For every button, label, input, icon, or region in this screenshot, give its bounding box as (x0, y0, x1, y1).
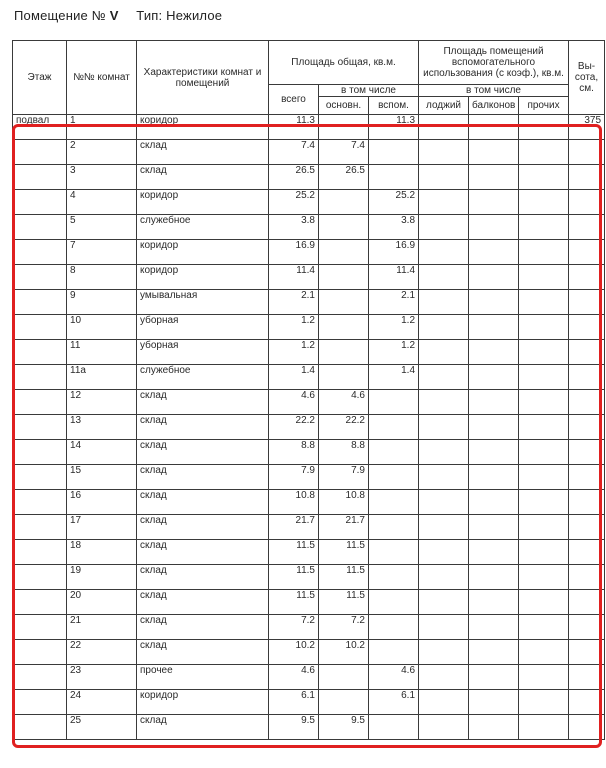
cell-other (519, 565, 569, 590)
cell-loggias (419, 290, 469, 315)
cell-height (569, 465, 605, 490)
cell-height (569, 390, 605, 415)
cell-height (569, 365, 605, 390)
cell-main-area: 11.5 (319, 540, 369, 565)
cell-main-area (319, 190, 369, 215)
table-row (13, 115, 605, 140)
cell-other (519, 240, 569, 265)
table-row (13, 540, 605, 565)
cell-other (519, 290, 569, 315)
table-row (13, 140, 605, 165)
cell-height (569, 215, 605, 240)
cell-loggias (419, 215, 469, 240)
cell-other (519, 490, 569, 515)
col-total: всего (269, 85, 319, 115)
table-row (13, 415, 605, 440)
table-row (13, 190, 605, 215)
cell-aux-area (369, 715, 419, 740)
cell-room-name: склад (137, 140, 269, 165)
table-row (13, 690, 605, 715)
cell-balconies (469, 115, 519, 140)
cell-aux-area (369, 440, 419, 465)
cell-loggias (419, 165, 469, 190)
cell-total-area: 1.2 (269, 315, 319, 340)
cell-total-area: 25.2 (269, 190, 319, 215)
col-characteristics: Характеристики комнат и помещений (137, 41, 269, 115)
cell-room-name: коридор (137, 265, 269, 290)
cell-main-area: 11.5 (319, 590, 369, 615)
cell-loggias (419, 540, 469, 565)
cell-other (519, 465, 569, 490)
cell-total-area: 21.7 (269, 515, 319, 540)
cell-aux-area (369, 465, 419, 490)
cell-main-area: 21.7 (319, 515, 369, 540)
cell-aux-area (369, 140, 419, 165)
cell-loggias (419, 390, 469, 415)
cell-room-no: 1 (67, 115, 137, 140)
cell-total-area: 11.5 (269, 540, 319, 565)
cell-room-no: 2 (67, 140, 137, 165)
cell-loggias (419, 690, 469, 715)
cell-main-area: 7.4 (319, 140, 369, 165)
cell-floor (13, 365, 67, 390)
cell-balconies (469, 565, 519, 590)
cell-other (519, 690, 569, 715)
cell-other (519, 115, 569, 140)
cell-balconies (469, 690, 519, 715)
cell-total-area: 8.8 (269, 440, 319, 465)
cell-aux-area (369, 515, 419, 540)
table-row (13, 665, 605, 690)
cell-main-area: 4.6 (319, 390, 369, 415)
cell-room-name: склад (137, 390, 269, 415)
cell-main-area: 8.8 (319, 440, 369, 465)
cell-floor (13, 590, 67, 615)
cell-other (519, 340, 569, 365)
cell-room-name: склад (137, 165, 269, 190)
cell-other (519, 440, 569, 465)
cell-height (569, 240, 605, 265)
cell-total-area: 4.6 (269, 390, 319, 415)
cell-other (519, 415, 569, 440)
cell-main-area (319, 265, 369, 290)
cell-room-no: 20 (67, 590, 137, 615)
cell-room-name: склад (137, 590, 269, 615)
table-row (13, 240, 605, 265)
cell-room-no: 19 (67, 565, 137, 590)
cell-aux-area: 11.3 (369, 115, 419, 140)
cell-room-name: склад (137, 565, 269, 590)
table-row (13, 165, 605, 190)
cell-other (519, 265, 569, 290)
cell-balconies (469, 540, 519, 565)
col-aux-area: Площадь помещений вспомогательного использования (с коэф.), кв.м. (419, 41, 569, 85)
cell-loggias (419, 490, 469, 515)
table-row (13, 340, 605, 365)
cell-balconies (469, 490, 519, 515)
cell-aux-area: 4.6 (369, 665, 419, 690)
cell-other (519, 215, 569, 240)
cell-room-name: прочее (137, 665, 269, 690)
table-header (13, 41, 605, 115)
cell-balconies (469, 365, 519, 390)
cell-total-area: 3.8 (269, 215, 319, 240)
cell-other (519, 615, 569, 640)
cell-aux-area: 16.9 (369, 240, 419, 265)
cell-loggias (419, 240, 469, 265)
cell-loggias (419, 115, 469, 140)
cell-room-no: 18 (67, 540, 137, 565)
cell-room-name: склад (137, 415, 269, 440)
cell-other (519, 315, 569, 340)
cell-balconies (469, 265, 519, 290)
cell-floor (13, 465, 67, 490)
cell-floor (13, 240, 67, 265)
cell-total-area: 9.5 (269, 715, 319, 740)
cell-room-name: уборная (137, 315, 269, 340)
cell-aux-area (369, 565, 419, 590)
cell-total-area: 11.3 (269, 115, 319, 140)
cell-height (569, 340, 605, 365)
cell-total-area: 1.4 (269, 365, 319, 390)
table-row (13, 215, 605, 240)
cell-main-area (319, 340, 369, 365)
cell-room-name: склад (137, 540, 269, 565)
cell-loggias (419, 615, 469, 640)
cell-room-no: 22 (67, 640, 137, 665)
cell-aux-area: 2.1 (369, 290, 419, 315)
cell-floor (13, 640, 67, 665)
cell-aux-area (369, 590, 419, 615)
cell-aux-area (369, 415, 419, 440)
col-floor: Этаж (13, 41, 67, 115)
cell-total-area: 2.1 (269, 290, 319, 315)
cell-main-area: 11.5 (319, 565, 369, 590)
cell-floor (13, 615, 67, 640)
cell-balconies (469, 340, 519, 365)
cell-room-no: 5 (67, 215, 137, 240)
col-other: прочих (519, 97, 569, 115)
cell-height (569, 715, 605, 740)
cell-main-area: 7.9 (319, 465, 369, 490)
cell-room-no: 25 (67, 715, 137, 740)
cell-aux-area (369, 165, 419, 190)
cell-room-name: служебное (137, 365, 269, 390)
cell-balconies (469, 315, 519, 340)
cell-loggias (419, 665, 469, 690)
cell-loggias (419, 315, 469, 340)
cell-loggias (419, 440, 469, 465)
cell-total-area: 7.4 (269, 140, 319, 165)
cell-height (569, 590, 605, 615)
cell-main-area (319, 365, 369, 390)
cell-aux-area: 1.2 (369, 315, 419, 340)
cell-room-name: коридор (137, 115, 269, 140)
cell-height (569, 515, 605, 540)
cell-aux-area (369, 540, 419, 565)
table-row (13, 440, 605, 465)
cell-aux-area: 1.2 (369, 340, 419, 365)
cell-main-area (319, 240, 369, 265)
cell-height (569, 440, 605, 465)
cell-height: 375 (569, 115, 605, 140)
cell-total-area: 7.2 (269, 615, 319, 640)
cell-main-area (319, 690, 369, 715)
cell-other (519, 665, 569, 690)
table-row (13, 615, 605, 640)
cell-loggias (419, 140, 469, 165)
cell-main-area (319, 290, 369, 315)
cell-room-no: 10 (67, 315, 137, 340)
table-row (13, 390, 605, 415)
cell-room-no: 14 (67, 440, 137, 465)
cell-main-area (319, 315, 369, 340)
title-label: Помещение № (14, 8, 106, 23)
cell-height (569, 615, 605, 640)
cell-height (569, 690, 605, 715)
cell-room-name: умывальная (137, 290, 269, 315)
cell-floor (13, 540, 67, 565)
table-row (13, 590, 605, 615)
cell-height (569, 665, 605, 690)
table-row (13, 640, 605, 665)
cell-main-area (319, 115, 369, 140)
cell-balconies (469, 615, 519, 640)
cell-loggias (419, 265, 469, 290)
col-aux-including: в том числе (419, 85, 569, 97)
cell-main-area (319, 665, 369, 690)
cell-height (569, 140, 605, 165)
col-aux: вспом. (369, 97, 419, 115)
table-body (13, 115, 605, 740)
cell-balconies (469, 415, 519, 440)
cell-other (519, 515, 569, 540)
cell-loggias (419, 340, 469, 365)
cell-room-no: 21 (67, 615, 137, 640)
cell-height (569, 165, 605, 190)
cell-other (519, 590, 569, 615)
cell-loggias (419, 590, 469, 615)
cell-floor: подвал (13, 115, 67, 140)
cell-total-area: 22.2 (269, 415, 319, 440)
cell-height (569, 315, 605, 340)
cell-total-area: 10.8 (269, 490, 319, 515)
table-row (13, 365, 605, 390)
cell-balconies (469, 665, 519, 690)
col-room-no: №№ комнат (67, 41, 137, 115)
cell-floor (13, 190, 67, 215)
col-total-area: Площадь общая, кв.м. (269, 41, 419, 85)
cell-other (519, 165, 569, 190)
cell-balconies (469, 515, 519, 540)
col-balconies: балконов (469, 97, 519, 115)
cell-loggias (419, 415, 469, 440)
cell-balconies (469, 165, 519, 190)
cell-room-no: 13 (67, 415, 137, 440)
cell-balconies (469, 440, 519, 465)
cell-aux-area (369, 390, 419, 415)
table-row (13, 465, 605, 490)
cell-room-no: 11 (67, 340, 137, 365)
cell-other (519, 190, 569, 215)
table-row (13, 565, 605, 590)
cell-height (569, 290, 605, 315)
cell-aux-area (369, 490, 419, 515)
cell-loggias (419, 640, 469, 665)
premises-number: V (109, 8, 119, 23)
cell-room-no: 12 (67, 390, 137, 415)
cell-floor (13, 665, 67, 690)
cell-balconies (469, 715, 519, 740)
cell-room-name: служебное (137, 215, 269, 240)
cell-room-name: коридор (137, 190, 269, 215)
cell-floor (13, 565, 67, 590)
cell-floor (13, 165, 67, 190)
cell-main-area: 10.2 (319, 640, 369, 665)
cell-room-no: 24 (67, 690, 137, 715)
cell-aux-area (369, 615, 419, 640)
cell-aux-area: 6.1 (369, 690, 419, 715)
cell-room-no: 23 (67, 665, 137, 690)
cell-room-no: 17 (67, 515, 137, 540)
cell-total-area: 11.5 (269, 565, 319, 590)
table-row (13, 265, 605, 290)
cell-floor (13, 440, 67, 465)
cell-floor (13, 690, 67, 715)
cell-balconies (469, 240, 519, 265)
col-main: основн. (319, 97, 369, 115)
cell-main-area: 22.2 (319, 415, 369, 440)
cell-other (519, 365, 569, 390)
table-row (13, 490, 605, 515)
cell-floor (13, 290, 67, 315)
cell-room-name: уборная (137, 340, 269, 365)
cell-loggias (419, 190, 469, 215)
cell-loggias (419, 565, 469, 590)
cell-balconies (469, 590, 519, 615)
cell-balconies (469, 390, 519, 415)
cell-loggias (419, 465, 469, 490)
cell-floor (13, 715, 67, 740)
cell-room-name: склад (137, 490, 269, 515)
cell-floor (13, 515, 67, 540)
col-height: Вы-сота, см. (569, 41, 605, 115)
cell-floor (13, 490, 67, 515)
cell-room-name: склад (137, 615, 269, 640)
cell-main-area: 9.5 (319, 715, 369, 740)
table-row (13, 290, 605, 315)
cell-total-area: 26.5 (269, 165, 319, 190)
cell-total-area: 11.5 (269, 590, 319, 615)
cell-floor (13, 265, 67, 290)
cell-aux-area: 25.2 (369, 190, 419, 215)
cell-height (569, 490, 605, 515)
cell-main-area (319, 215, 369, 240)
cell-floor (13, 315, 67, 340)
cell-floor (13, 390, 67, 415)
cell-height (569, 640, 605, 665)
cell-room-no: 3 (67, 165, 137, 190)
cell-floor (13, 340, 67, 365)
cell-total-area: 16.9 (269, 240, 319, 265)
cell-floor (13, 140, 67, 165)
cell-floor (13, 215, 67, 240)
cell-balconies (469, 190, 519, 215)
cell-total-area: 4.6 (269, 665, 319, 690)
col-loggias: лоджий (419, 97, 469, 115)
cell-loggias (419, 515, 469, 540)
cell-room-name: склад (137, 465, 269, 490)
cell-loggias (419, 715, 469, 740)
cell-room-name: склад (137, 515, 269, 540)
type-value: Нежилое (166, 8, 223, 23)
cell-room-no: 7 (67, 240, 137, 265)
cell-room-no: 8 (67, 265, 137, 290)
cell-room-name: склад (137, 640, 269, 665)
cell-room-name: склад (137, 715, 269, 740)
cell-aux-area: 1.4 (369, 365, 419, 390)
cell-total-area: 7.9 (269, 465, 319, 490)
cell-main-area: 7.2 (319, 615, 369, 640)
cell-height (569, 190, 605, 215)
cell-other (519, 140, 569, 165)
cell-room-no: 9 (67, 290, 137, 315)
cell-balconies (469, 640, 519, 665)
cell-floor (13, 415, 67, 440)
cell-room-no: 16 (67, 490, 137, 515)
cell-aux-area (369, 640, 419, 665)
cell-total-area: 10.2 (269, 640, 319, 665)
cell-height (569, 565, 605, 590)
cell-total-area: 6.1 (269, 690, 319, 715)
type-label: Тип: (136, 8, 163, 23)
cell-room-name: коридор (137, 690, 269, 715)
table-row (13, 315, 605, 340)
cell-total-area: 1.2 (269, 340, 319, 365)
cell-other (519, 540, 569, 565)
table-row (13, 715, 605, 740)
cell-other (519, 390, 569, 415)
cell-total-area: 11.4 (269, 265, 319, 290)
col-including: в том числе (319, 85, 419, 97)
cell-other (519, 640, 569, 665)
cell-height (569, 415, 605, 440)
cell-room-name: склад (137, 440, 269, 465)
cell-balconies (469, 290, 519, 315)
cell-aux-area: 3.8 (369, 215, 419, 240)
cell-aux-area: 11.4 (369, 265, 419, 290)
cell-other (519, 715, 569, 740)
cell-main-area: 10.8 (319, 490, 369, 515)
cell-room-no: 4 (67, 190, 137, 215)
cell-height (569, 265, 605, 290)
rooms-table (12, 40, 605, 740)
page-title (14, 8, 222, 23)
cell-main-area: 26.5 (319, 165, 369, 190)
cell-room-name: коридор (137, 240, 269, 265)
cell-loggias (419, 365, 469, 390)
cell-room-no: 15 (67, 465, 137, 490)
table-row (13, 515, 605, 540)
cell-height (569, 540, 605, 565)
cell-balconies (469, 140, 519, 165)
cell-balconies (469, 465, 519, 490)
cell-room-no: 11а (67, 365, 137, 390)
cell-balconies (469, 215, 519, 240)
